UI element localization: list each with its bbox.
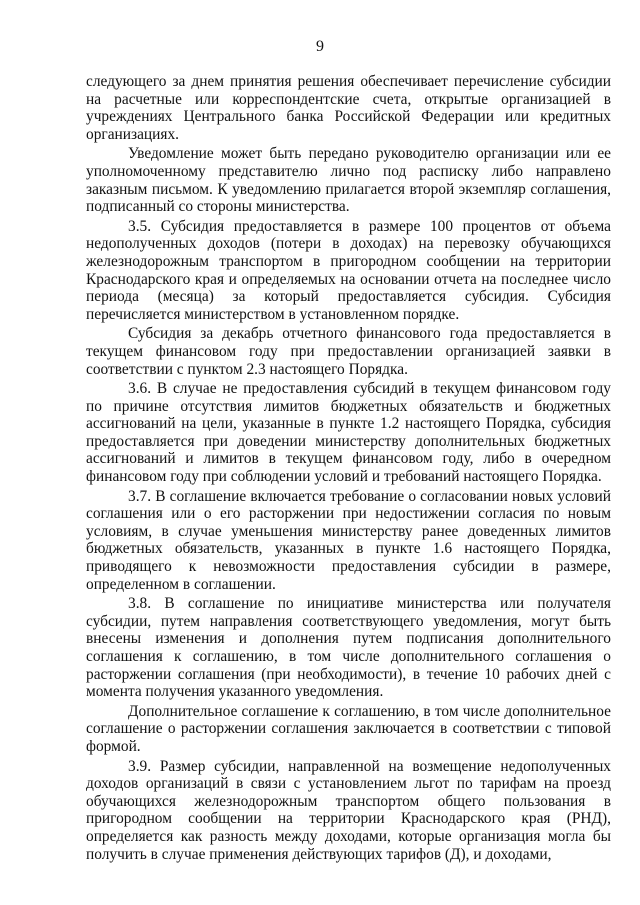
body-text [86, 73, 611, 863]
paragraph-additional-agreement: Дополнительное соглашение к соглашению, в том числе дополнительное соглашение о расторжении соглашения заключается в соответствии с типовой формой. [86, 702, 611, 755]
paragraph-continuation: следующего за днем принятия решения обеспечивает перечисление субсидии на расчетные или корреспондентские счета, открытые организацией в учреждениях Центрального банка Российской Федерации или кредитных организациях. [86, 73, 611, 143]
page-number: 9 [316, 38, 324, 55]
paragraph-3-9: 3.9. Размер субсидии, направленной на возмещение недополученных доходов организаций в связи с установлением льгот по тарифам на проезд обучающихся железнодорожным транспортом общего пользования в пригородном сообщении на территории Краснодарского края (РНД), определяется как разность между доходами, которые организация могла бы получить в случае применения действующих тарифов (Д), и доходами, [86, 757, 611, 863]
paragraph-3-7: 3.7. В соглашение включается требование о согласовании новых условий соглашения или о его расторжении при недостижении согласия по новым условиям, в случае уменьшения министерству ранее доведенных лимитов бюджетных обязательств, указанных в пункте 1.6 настоящего Порядка, приводящего к невозможности предоставления субсидии в размере, определенном в соглашении. [86, 487, 611, 593]
paragraph-3-8: 3.8. В соглашение по инициативе министерства или получателя субсидии, путем направления соответствующего уведомления, могут быть внесены изменения и дополнения путем подписания дополнительного соглашения к соглашению, в том числе дополнительного соглашения о расторжении соглашения (при необходимости), в течение 10 рабочих дней с момента получения указанного уведомления. [86, 595, 611, 701]
paragraph-notification: Уведомление может быть передано руководителю организации или ее уполномоченному представителю лично под расписку либо направлено заказным письмом. К уведомлению прилагается второй экземпляр соглашения, подписанный со стороны министерства. [86, 145, 611, 216]
paragraph-december-subsidy: Субсидия за декабрь отчетного финансового года предоставляется в текущем финансовом году при предоставлении организацией заявки в соответствии с пунктом 2.3 настоящего Порядка. [86, 325, 611, 378]
paragraph-3-5: 3.5. Субсидия предоставляется в размере 100 процентов от объема недополученных доходов (потери в доходах) на перевозку обучающихся железнодорожным транспортом в пригородном сообщении на территории Краснодарского края и определяемых на основании отчета на последнее число периода (месяца) за который предоставляется субсидия. Субсидия перечисляется министерством в установленном порядке. [86, 217, 611, 323]
paragraph-3-6: 3.6. В случае не предоставления субсидий в текущем финансовом году по причине отсутствия лимитов бюджетных обязательств и бюджетных ассигнований на цели, указанные в пункте 1.2 настоящего Порядка, субсидия предоставляется при доведении министерству дополнительных бюджетных ассигнований и лимитов в текущем финансовом году, либо в очередном финансовом году при соблюдении условий и требований настоящего Порядка. [86, 380, 611, 486]
